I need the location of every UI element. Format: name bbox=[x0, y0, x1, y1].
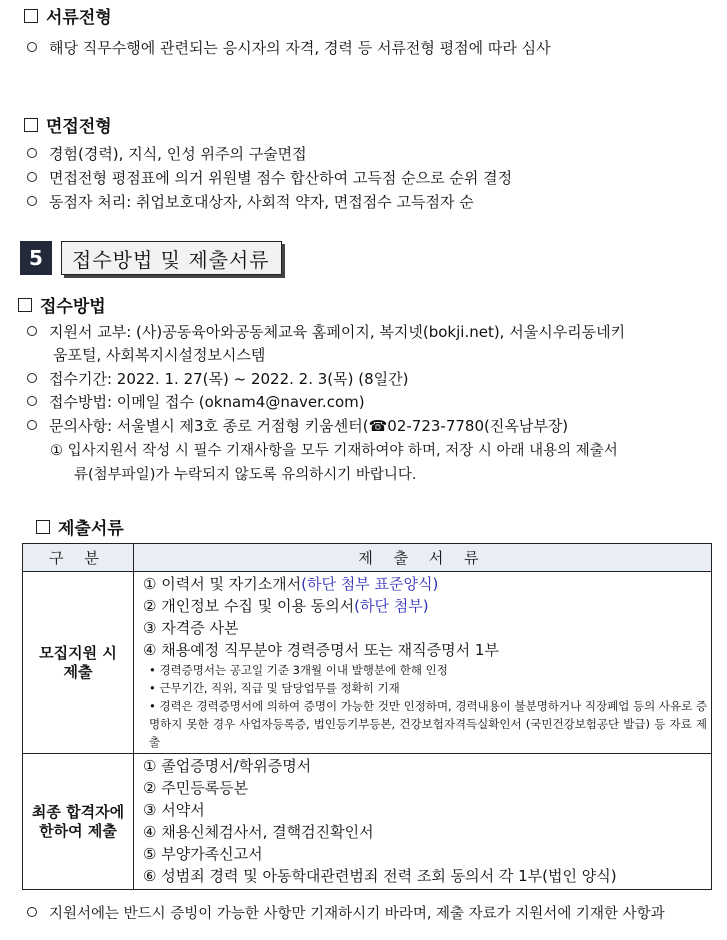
bullet-item-continuation: 움포털, 사회복지시설정보시스템 bbox=[53, 346, 266, 364]
bullet-item: 문의사항: 서울별시 제3호 종로 거점형 키움센터(☎02-723-7780(진옥남부장) bbox=[27, 415, 568, 436]
checkbox-square-icon bbox=[24, 9, 38, 23]
table-category-cell: 모집지원 시 제출 bbox=[23, 572, 134, 754]
section-heading-document: 서류전형 bbox=[24, 3, 112, 28]
list-item: ④ 채용신체검사서, 결핵검진확인서 bbox=[143, 823, 374, 841]
section-title-box: 접수방법 및 제출서류 bbox=[61, 241, 282, 275]
table-header-row bbox=[23, 544, 712, 572]
table-row bbox=[23, 572, 712, 754]
list-item: ③ 서약서 bbox=[143, 801, 205, 819]
list-item: ① 이력서 및 자기소개서(하단 첨부 표준양식) bbox=[143, 575, 439, 593]
section-heading-docs: 제출서류 bbox=[36, 514, 124, 539]
list-item: ② 개인정보 수집 및 이용 동의서(하단 첨부) bbox=[143, 597, 429, 615]
bullet-item: 해당 직무수행에 관련되는 응시자의 자격, 경력 등 서류전형 평점에 따라 심사 bbox=[27, 37, 551, 58]
table-docs-cell bbox=[134, 754, 712, 890]
sub-list-item: • 경력은 경력증명서에 의하여 증명이 가능한 것만 인정하며, 경력내용이 불분명하거나 직장폐업 등의 사유로 증명하지 못한 경우 사업자등록증, 법인등기부등본, 건강보험자격득실확인서 (국민건강보험공단 발급) 등 자료 제출 bbox=[149, 699, 707, 749]
sub-list-item: • 경력증명서는 공고일 기준 3개월 이내 발행분에 한해 인정 bbox=[149, 663, 448, 677]
checkbox-square-icon bbox=[24, 118, 38, 132]
circle-bullet-icon bbox=[27, 42, 37, 52]
list-item: ① 졸업증명서/학위증명서 bbox=[143, 757, 312, 775]
list-item: ⑤ 부양가족신고서 bbox=[143, 845, 263, 863]
bullet-item: 동점자 처리: 취업보호대상자, 사회적 약자, 면접점수 고득점자 순 bbox=[27, 191, 474, 212]
circle-bullet-icon bbox=[27, 907, 37, 917]
sub-list-item: • 근무기간, 직위, 직급 및 담당업무를 정확히 기재 bbox=[149, 681, 400, 695]
circle-bullet-icon bbox=[27, 196, 37, 206]
circle-bullet-icon bbox=[27, 148, 37, 158]
list-item: ④ 채용예정 직무분야 경력증명서 또는 재직증명서 1부 bbox=[143, 641, 499, 659]
list-item: ⑥ 성범죄 경력 및 아동학대관련범죄 전력 조회 동의서 각 1부(법인 양식) bbox=[143, 867, 617, 885]
circle-bullet-icon bbox=[27, 172, 37, 182]
table-category-cell: 최종 합격자에 한하여 제출 bbox=[23, 754, 134, 890]
note-item-continuation: 류(첨부파일)가 누락되지 않도록 유의하시기 바랍니다. bbox=[74, 467, 417, 483]
table-header-docs: 제 출 서 류 bbox=[134, 544, 712, 572]
table-docs-cell bbox=[134, 572, 712, 754]
table-row bbox=[23, 754, 712, 890]
table-header-category: 구 분 bbox=[23, 544, 134, 572]
bullet-item: 경험(경력), 지식, 인성 위주의 구술면접 bbox=[27, 143, 307, 164]
bullet-item: 면접전형 평점표에 의거 위원별 점수 합산하여 고득점 순으로 순위 결정 bbox=[27, 167, 512, 188]
list-item: ③ 자격증 사본 bbox=[143, 619, 239, 637]
circle-bullet-icon bbox=[27, 420, 37, 430]
circle-bullet-icon bbox=[27, 326, 37, 336]
checkbox-square-icon bbox=[18, 298, 32, 312]
section-heading-interview: 면접전형 bbox=[24, 112, 112, 137]
section-number-badge: 5 bbox=[20, 241, 52, 275]
bullet-item: 접수기간: 2022. 1. 27(목) ~ 2022. 2. 3(목) (8일간) bbox=[27, 368, 408, 389]
checkbox-square-icon bbox=[36, 520, 50, 534]
documents-table bbox=[22, 543, 712, 890]
note-item: ① 입사지원서 작성 시 필수 기재사항을 모두 기재하여야 하며, 저장 시 아래 내용의 제출서 bbox=[50, 443, 618, 459]
footer-note: 지원서에는 반드시 증빙이 가능한 사항만 기재하시기 바라며, 제출 자료가 지원서에 기재한 사항과 bbox=[27, 902, 665, 923]
bullet-item: 접수방법: 이메일 접수 (oknam4@naver.com) bbox=[27, 391, 365, 412]
bullet-item: 지원서 교부: (사)공동육아와공동체교육 홈페이지, 복지넷(bokji.net), 서울시우리동네키 bbox=[27, 321, 625, 342]
circle-bullet-icon bbox=[27, 373, 37, 383]
list-item: ② 주민등록등본 bbox=[143, 779, 249, 797]
circle-bullet-icon bbox=[27, 396, 37, 406]
section-heading-method: 접수방법 bbox=[18, 292, 106, 317]
